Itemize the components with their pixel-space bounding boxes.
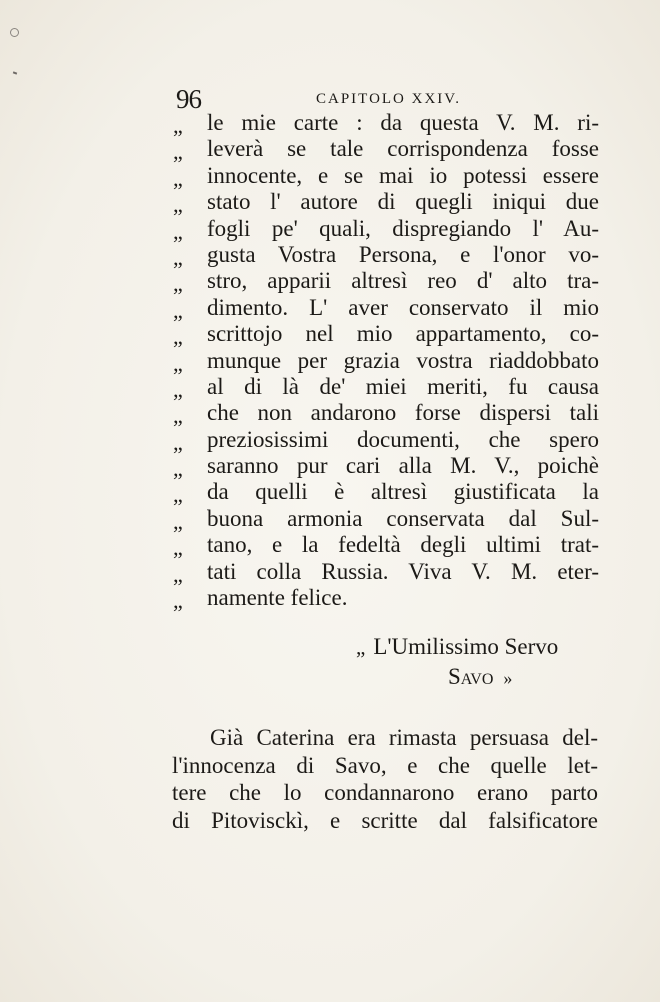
letter-line-text: buona armonia conservata dal Sul- bbox=[207, 505, 599, 531]
letter-line-text: scrittojo nel mio appartamento, co- bbox=[207, 321, 599, 347]
paragraph-line bbox=[0, 752, 660, 780]
quote-mark: „ bbox=[173, 218, 183, 244]
letter-line bbox=[0, 506, 660, 532]
letter-line bbox=[0, 242, 660, 268]
quote-mark: „ bbox=[173, 350, 183, 376]
paragraph-line bbox=[0, 807, 660, 835]
letter-line-text: dimento. L' aver conservato il mio bbox=[207, 294, 599, 320]
letter-line bbox=[0, 374, 660, 400]
letter-line bbox=[0, 216, 660, 242]
letter-line-text: innocente, e se mai io potessi essere bbox=[207, 162, 599, 188]
quote-mark: „ bbox=[173, 561, 183, 587]
letter-line-text: stro, apparii altresì reo d' alto tra- bbox=[207, 268, 599, 294]
letter-signature bbox=[356, 634, 596, 690]
signature-closing bbox=[356, 634, 596, 660]
letter-line-text: munque per grazia vostra riaddobbato bbox=[207, 347, 599, 373]
letter-line-text: che non andarono forse dispersi tali bbox=[207, 400, 599, 426]
quote-mark: „ bbox=[173, 244, 183, 270]
letter-line bbox=[0, 453, 660, 482]
paragraph-line-text: di Pitovisckì, e scritte dal falsificatore bbox=[172, 807, 598, 833]
letter-line-text: namente felice. bbox=[207, 585, 348, 611]
paragraph-line bbox=[0, 779, 660, 807]
letter-line bbox=[0, 400, 660, 429]
letter-line bbox=[0, 559, 660, 585]
body-paragraph bbox=[0, 724, 660, 834]
letter-line-text: gusta Vostra Persona, e l'onor vo- bbox=[207, 241, 599, 267]
quote-mark: „ bbox=[356, 635, 366, 659]
letter-line-text: leverà se tale corrispondenza fosse bbox=[207, 136, 599, 162]
letter-line-text: al di là de' miei meriti, fu causa bbox=[207, 373, 599, 399]
quote-mark: „ bbox=[173, 429, 183, 455]
quote-mark: „ bbox=[173, 376, 183, 402]
letter-line bbox=[0, 189, 660, 218]
quote-mark: „ bbox=[173, 508, 183, 534]
paragraph-line bbox=[0, 724, 660, 752]
letter-line bbox=[0, 532, 660, 561]
signature-name: Savo bbox=[448, 664, 494, 689]
quote-mark: „ bbox=[173, 535, 183, 561]
paragraph-line-text: Già Caterina era rimasta persuasa del- bbox=[210, 725, 598, 750]
letter-line-text: saranno pur cari alla M. V., poichè bbox=[207, 453, 599, 479]
letter-line-text: preziosissimi documenti, che spero bbox=[207, 426, 599, 452]
quote-mark: „ bbox=[173, 139, 183, 165]
quote-mark: „ bbox=[173, 482, 183, 508]
letter-line bbox=[0, 321, 660, 350]
paragraph-line-text: l'innocenza di Savo, e che quelle let- bbox=[172, 752, 598, 778]
signature-name-line bbox=[448, 664, 596, 690]
page-number: 96 bbox=[176, 84, 201, 114]
letter-line bbox=[0, 348, 660, 374]
letter-line bbox=[0, 110, 660, 136]
closing-quote-mark: » bbox=[503, 668, 513, 688]
letter-line bbox=[0, 479, 660, 508]
letter-line-text: fogli pe' quali, dispregiando l' Au- bbox=[207, 215, 599, 241]
quote-mark: „ bbox=[173, 113, 183, 138]
binding-hole-mark bbox=[10, 28, 19, 37]
letter-line bbox=[0, 585, 660, 614]
letter-line bbox=[0, 163, 660, 189]
quote-mark: „ bbox=[173, 297, 183, 323]
letter-line bbox=[0, 136, 660, 165]
letter-line bbox=[0, 268, 660, 297]
ink-speck bbox=[13, 71, 17, 74]
chapter-title: CAPITOLO XXIV. bbox=[316, 91, 461, 107]
quote-mark: „ bbox=[173, 165, 183, 191]
quote-mark: „ bbox=[173, 403, 183, 429]
signature-closing-text: L'Umilissimo Servo bbox=[373, 634, 559, 659]
letter-line-text: stato l' autore di quegli iniqui due bbox=[207, 189, 599, 215]
quote-mark: „ bbox=[173, 324, 183, 350]
letter-line-text: le mie carte : da questa V. M. ri- bbox=[207, 110, 599, 135]
letter-line bbox=[0, 427, 660, 453]
quote-mark: „ bbox=[173, 456, 183, 482]
letter-line-text: tati colla Russia. Viva V. M. eter- bbox=[207, 558, 599, 584]
quote-mark: „ bbox=[173, 192, 183, 218]
letter-text bbox=[0, 110, 660, 614]
paragraph-line-text: tere che lo condannarono erano parto bbox=[172, 780, 598, 805]
letter-line-text: tano, e la fedeltà degli ultimi trat- bbox=[207, 532, 599, 558]
letter-line bbox=[0, 295, 660, 321]
letter-line-text: da quelli è altresì giustificata la bbox=[207, 479, 599, 505]
quote-mark: „ bbox=[173, 588, 183, 614]
quote-mark: „ bbox=[173, 271, 183, 297]
